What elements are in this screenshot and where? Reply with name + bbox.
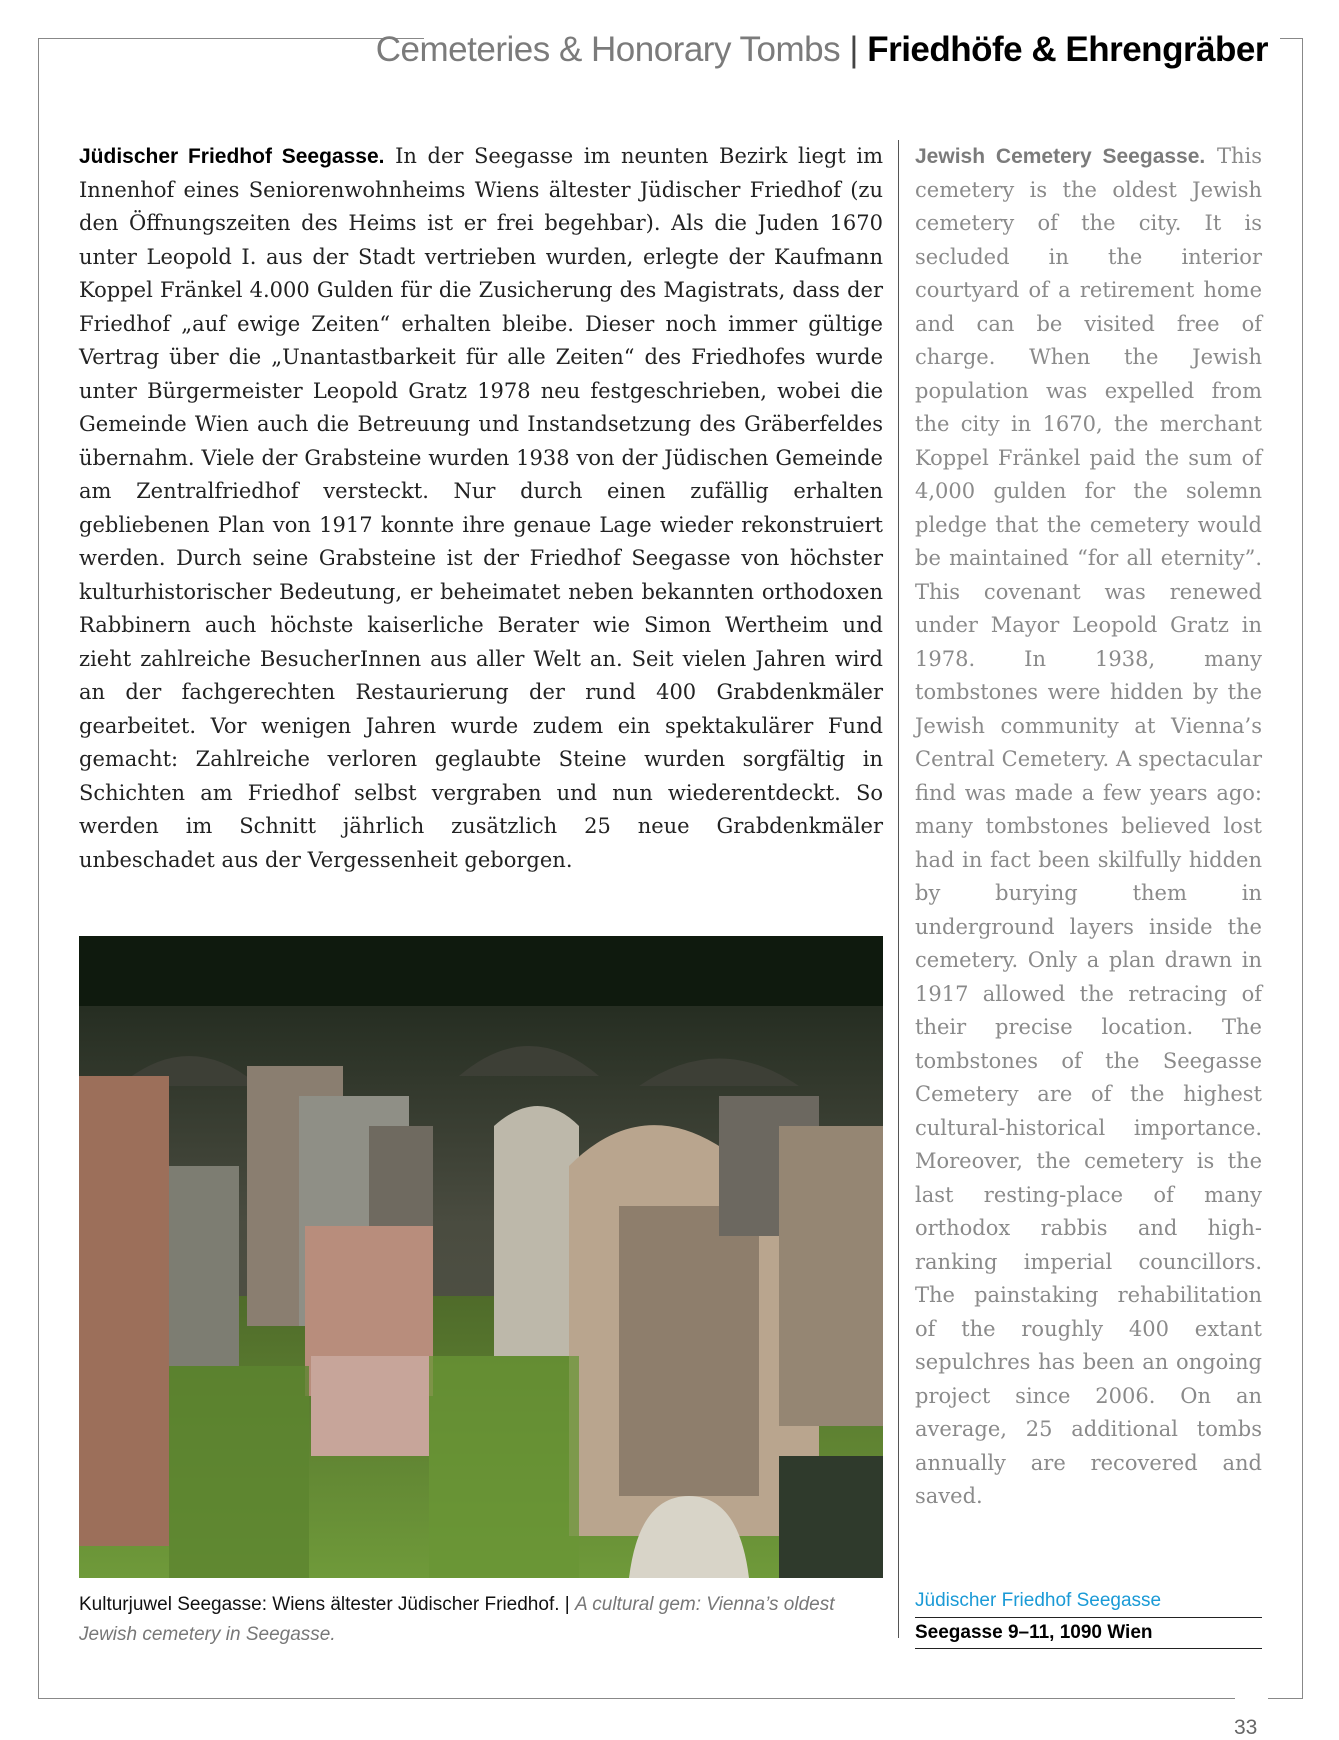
header-separator: | [849,30,858,69]
page-number: 33 [1234,1716,1258,1739]
frame-line-bottom-right [1268,1698,1303,1699]
header-title-de: Friedhöfe & Ehrengräber [867,30,1268,69]
page-header [376,30,1268,70]
frame-line-bottom [38,1698,1235,1699]
frame-line-left [38,38,39,1699]
frame-line-right [1302,38,1303,1699]
german-body: In der Seegasse im neunten Bezirk liegt im Innenhof eines Seniorenwohnheims Wiens ältester Jüdischer Friedhof (zu den Öffnungszeiten des Heims ist er frei begehbar). Als die Juden 1670 unter Leopold I. aus der Stadt vertrieben wurden, erlegte der Kaufmann Koppel Fränkel 4.000 Gulden für die Zusicherung des Magistrats, dass der Friedhof „auf ewige Zeiten“ erhalten bleibe. Dieser noch immer gültige Vertrag über die „Unantastbarkeit für alle Zeiten“ des Friedhofes wurde unter Bürgermeister Leopold Gratz 1978 neu festgeschrieben, wobei die Gemeinde Wien auch die Betreuung und Instandsetzung des Gräberfeldes übernahm. Viele der Grabsteine wurden 1938 von der Jüdischen Gemeinde am Zentralfriedhof versteckt. Nur durch einen zufällig erhalten gebliebenen Plan von 1917 konnte ihre genaue Lage wieder rekonstruiert werden. Durch seine Grabsteine ist der Friedhof Seegasse von höchster kulturhistorischer Bedeutung, er beheimatet neben bekannten orthodoxen Rabbinern auch höchste kaiserliche Berater wie Simon Wertheim und zieht zahlreiche BesucherInnen aus aller Welt an. Seit vielen Jahren wird an der fachgerechten Restaurierung der rund 400 Grabdenkmäler gearbeitet. Vor wenigen Jahren wurde zudem ein spektakulärer Fund gemacht: Zahlreiche verloren geglaubte Steine wurden sorgfältig in Schichten am Friedhof selbst vergraben und nun wiederentdeckt. So werden im Schnitt jährlich zusätzlich 25 neue Grabdenkmäler unbeschadet aus der Vergessenheit geborgen. [79,144,883,872]
location-info [915,1587,1262,1649]
photo-caption [79,1590,883,1650]
column-divider [898,140,899,1638]
english-body: This cemetery is the oldest Jewish cemetery of the city. It is secluded in the interior courtyard of a retirement home and can be visited free of charge. When the Jewish population was expelled from the city in 1670, the merchant Koppel Fränkel paid the sum of 4,000 gulden for the solemn pledge that the cemetery would be maintained “for all eternity”. This covenant was renewed under Mayor Leopold Gratz in 1978. In 1938, many tombstones were hidden by the Jewish community at Vienna’s Central Cemetery. A spectacular find was made a few years ago: many tombstones believed lost had in fact been skilfully hidden by burying them in underground layers inside the cemetery. Only a plan drawn in 1917 allowed the retracing of their precise location. The tombstones of the Seegasse Cemetery are of the highest cultural-historical importance. Moreover, the cemetery is the last resting-place of many orthodox rabbis and high-ranking imperial councillors. The painstaking rehabilitation of the roughly 400 extant sepulchres has been an ongoing project since 2006. On an average, 25 additional tombs annually are recovered and saved. [915,144,1262,1508]
cemetery-photo [79,936,883,1578]
location-address: Seegasse 9–11, 1090 Wien [915,1618,1262,1649]
caption-en: A cultural gem: Vienna’s oldest Jewish cemetery in Seegasse. [79,1594,835,1645]
frame-line-top-right [1280,38,1303,39]
german-article [79,140,883,877]
caption-separator: | [564,1594,570,1615]
header-title-en: Cemeteries & Honorary Tombs [375,30,841,69]
german-lead: Jüdischer Friedhof Seegasse. [79,145,385,168]
frame-line-top [38,38,424,39]
english-article [915,140,1262,1514]
english-lead: Jewish Cemetery Seegasse. [915,145,1206,168]
location-link[interactable]: Jüdischer Friedhof Seegasse [915,1587,1262,1618]
caption-de: Kulturjuwel Seegasse: Wiens ältester Jüdischer Friedhof. [79,1594,560,1615]
